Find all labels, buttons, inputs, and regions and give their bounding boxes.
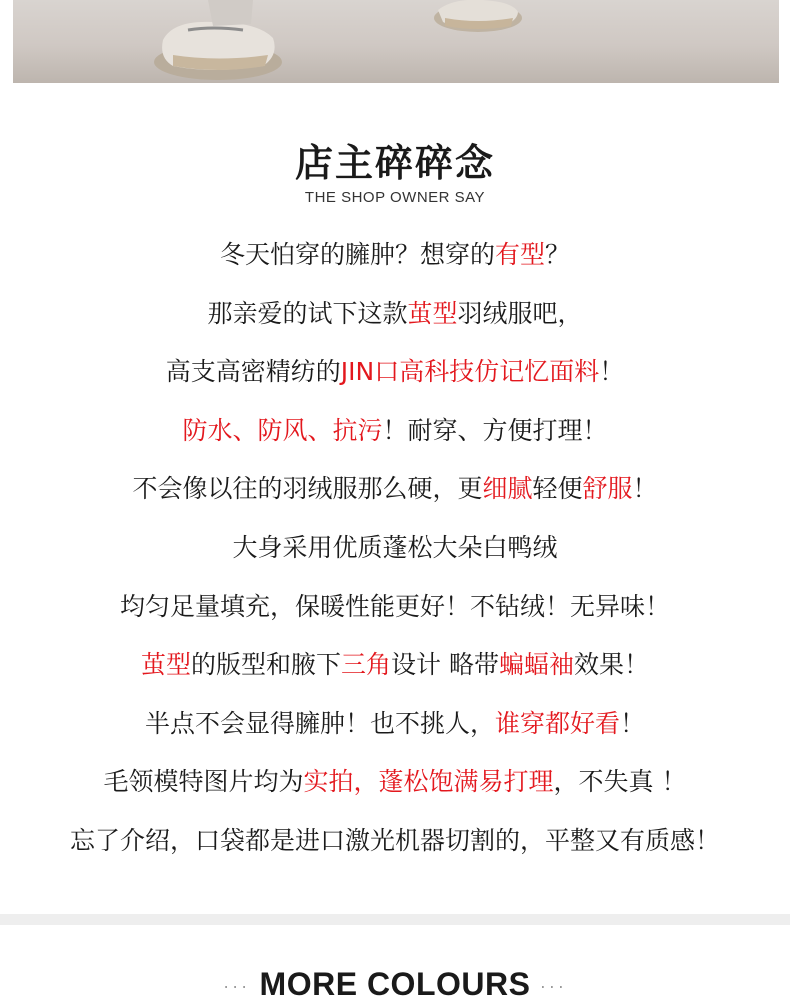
note-text: ？ — [545, 240, 571, 269]
highlight-text: 谁穿都好看 — [494, 708, 620, 738]
product-photo — [13, 0, 779, 83]
note-line — [0, 590, 790, 624]
note-text: ！ — [632, 474, 658, 504]
note-line — [0, 648, 790, 682]
note-text: 大身采用优质蓬松大朵白鸭绒 — [232, 533, 558, 562]
note-text: 均匀足量填充，保暖性能更好！不钻绒！无异味！ — [119, 591, 670, 621]
highlight-text: JIN口高科技仿记忆面料 — [340, 357, 600, 387]
note-text: 效果！ — [574, 650, 650, 680]
note-line — [0, 824, 790, 858]
note-text: ！耐穿、方便打理！ — [382, 415, 608, 445]
note-text: 不会像以往的羽绒服那么硬，更 — [132, 474, 483, 504]
note-text: 那亲爱的试下这款 — [207, 298, 408, 328]
note-line — [0, 297, 790, 331]
note-text: 设计 略带 — [391, 650, 499, 680]
note-line — [0, 765, 790, 799]
highlight-text: 防水、防风、抗污 — [182, 415, 383, 445]
note-text: ！ — [599, 357, 625, 387]
highlight-text: 茧型 — [140, 650, 191, 680]
note-text: 半点不会显得臃肿！也不挑人， — [144, 708, 495, 738]
dots-left: ··· — [223, 976, 251, 997]
note-text: 忘了介绍，口袋都是进口激光机器切割的，平整又有质感！ — [69, 826, 720, 855]
note-line — [0, 707, 790, 741]
shop-owner-title: 店主碎碎念 — [294, 141, 495, 185]
note-line — [0, 531, 790, 565]
highlight-text: 细腻 — [482, 474, 533, 504]
note-text: 羽绒服吧， — [457, 298, 583, 328]
highlight-text: 三角 — [341, 650, 392, 680]
highlight-text: 舒服 — [582, 474, 633, 504]
note-text: ！ — [620, 708, 646, 738]
note-line — [0, 414, 790, 448]
highlight-text: 茧型 — [407, 298, 458, 328]
note-text: 冬天怕穿的臃肿？想穿的 — [219, 240, 495, 269]
highlight-text: 实拍，蓬松饱满易打理 — [303, 767, 554, 797]
highlight-text: 蝙蝠袖 — [498, 650, 574, 680]
note-text: 的版型和腋下 — [191, 650, 342, 680]
note-line — [0, 472, 790, 506]
note-line — [0, 238, 790, 272]
shop-owner-subtitle: THE SHOP OWNER SAY — [304, 189, 486, 206]
section-divider — [0, 914, 790, 925]
more-colours-title: MORE COLOURS — [259, 966, 531, 1002]
note-text: 轻便 — [532, 474, 583, 504]
highlight-text: 有型 — [494, 240, 545, 269]
note-line — [0, 355, 790, 389]
more-colours-heading — [0, 966, 790, 1003]
note-text: ，不失真 ！ — [553, 767, 687, 797]
dots-right: ··· — [539, 976, 567, 997]
note-text: 高支高密精纺的 — [165, 357, 341, 387]
note-text: 毛领模特图片均为 — [103, 767, 304, 797]
left-shoe-image — [13, 0, 779, 83]
